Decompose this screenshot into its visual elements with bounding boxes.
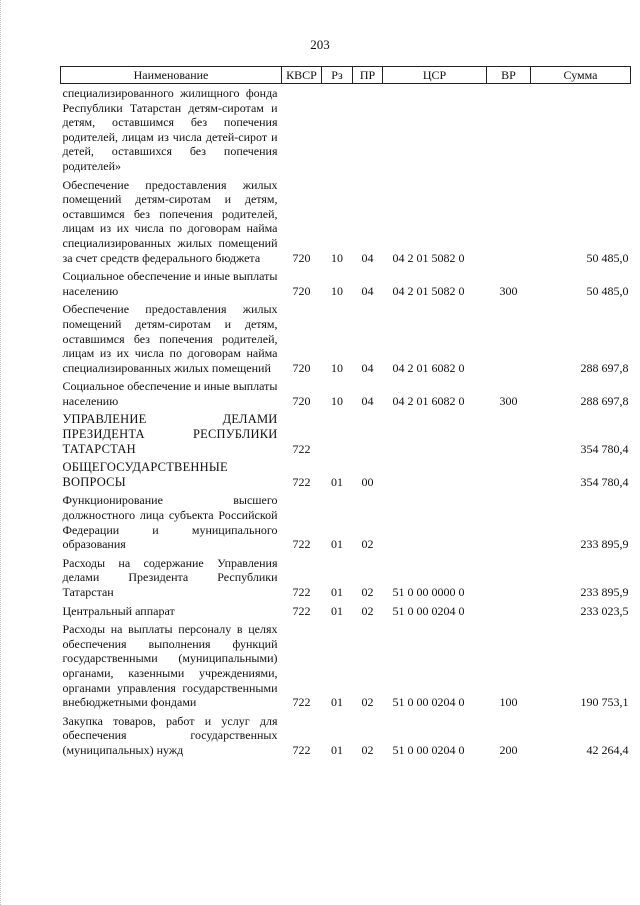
row-rz-cell	[322, 410, 353, 458]
row-pr-cell: 02	[361, 585, 374, 599]
row-rz-cell: 01	[331, 585, 343, 599]
row-kvsr-cell: 720	[292, 360, 311, 375]
row-csr-cell	[383, 84, 487, 176]
row-name-text: Обеспечение предоставления жилых помещений детям-сиротам и детям, оставшимся без попечения родителей, лицам из их числа по договорам найма специализированных жилых помещений за счет средств федерального бюджета	[62, 177, 278, 265]
row-name-cell	[61, 458, 282, 491]
row-csr-cell: 51 0 00 0000 0	[392, 585, 465, 599]
row-pr-cell: 04	[361, 360, 374, 375]
row-sum-cell: 50 485,0	[586, 283, 629, 298]
row-csr-cell: 04 2 01 6082 0	[392, 393, 465, 408]
row-name-text: Закупка товаров, работ и услуг для обеспечения государственных (муниципальных) нужд	[62, 713, 278, 757]
header-sum: Сумма	[531, 67, 631, 84]
row-sum-cell: 354 780,4	[580, 441, 629, 456]
row-kvsr-cell: 720	[292, 393, 311, 408]
row-name-text: специализированного жилищного фонда Республики Татарстан детям-сиротам и детям, оставшимся без попечения родителей, лицам из числа детей-сирот и детей, оставшихся без попечения родителей»	[62, 86, 278, 173]
row-csr-cell: 04 2 01 6082 0	[392, 360, 465, 375]
table-row	[61, 620, 631, 712]
row-name-text: УПРАВЛЕНИЕ ДЕЛАМИ ПРЕЗИДЕНТА РЕСПУБЛИКИ ТАТАРСТАН	[62, 412, 278, 456]
row-kvsr-cell: 720	[292, 250, 311, 265]
row-name-cell	[61, 491, 282, 553]
row-rz-cell: 01	[331, 742, 343, 757]
row-csr-cell	[383, 410, 487, 458]
row-kvsr-cell: 722	[292, 585, 311, 599]
row-name-text: Социальное обеспечение и иные выплаты населению	[62, 269, 278, 298]
row-name-text: ОБЩЕГОСУДАРСТВЕННЫЕ ВОПРОСЫ	[62, 460, 228, 489]
row-kvsr-cell: 722	[292, 474, 311, 489]
row-sum-cell: 233 023,5	[580, 603, 629, 618]
row-name-cell	[61, 176, 282, 268]
table-header	[61, 67, 631, 84]
row-rz-cell: 10	[331, 393, 343, 408]
row-vr-cell	[487, 410, 531, 458]
row-sum-cell: 288 697,8	[580, 360, 629, 375]
row-vr-cell	[487, 602, 531, 621]
row-name-cell	[61, 620, 282, 712]
row-name-text: Центральный аппарат	[62, 603, 175, 618]
row-csr-cell: 51 0 00 0204 0	[392, 603, 465, 618]
row-csr-cell	[383, 491, 487, 553]
row-rz-cell: 01	[331, 603, 343, 618]
row-vr-cell	[487, 491, 531, 553]
row-name-cell	[61, 554, 282, 602]
row-name-cell	[61, 377, 282, 410]
left-margin-scan-line	[0, 0, 4, 905]
row-vr-cell: 300	[499, 283, 518, 298]
row-name-text: Расходы на содержание Управления делами Президента Республики Татарстан	[62, 555, 278, 599]
row-name-text: Функционирование высшего должностного лица субъекта Российской Федерации и муниципального образования	[62, 493, 278, 552]
row-rz-cell	[322, 84, 353, 176]
table-row	[61, 554, 631, 602]
row-sum-cell: 190 753,1	[580, 695, 629, 710]
header-pr: ПР	[353, 67, 383, 84]
table-body	[61, 84, 631, 760]
row-kvsr-cell: 722	[292, 695, 311, 710]
header-name: Наименование	[61, 67, 282, 84]
row-name-cell	[61, 712, 282, 760]
row-pr-cell: 02	[361, 742, 374, 757]
row-sum-cell: 233 895,9	[580, 585, 629, 599]
header-rz: Рз	[322, 67, 353, 84]
row-pr-cell: 02	[361, 603, 374, 618]
row-pr-cell: 04	[361, 283, 374, 298]
table-row	[61, 267, 631, 300]
row-name-text: Социальное обеспечение и иные выплаты населению	[62, 379, 278, 408]
row-name-cell	[61, 300, 282, 377]
row-kvsr-cell: 722	[292, 537, 311, 552]
row-kvsr-cell	[282, 84, 322, 176]
table-row	[61, 377, 631, 410]
row-vr-cell	[487, 176, 531, 268]
row-rz-cell: 10	[331, 250, 343, 265]
row-csr-cell: 04 2 01 5082 0	[392, 250, 465, 265]
table-row	[61, 84, 631, 176]
row-name-cell	[61, 267, 282, 300]
row-vr-cell	[487, 458, 531, 491]
row-sum-cell	[531, 84, 631, 176]
row-pr-cell	[353, 410, 383, 458]
row-vr-cell	[487, 554, 531, 602]
row-sum-cell: 354 780,4	[580, 474, 629, 489]
row-csr-cell	[383, 458, 487, 491]
row-kvsr-cell: 720	[292, 283, 311, 298]
row-sum-cell: 233 895,9	[580, 537, 629, 552]
table-row	[61, 410, 631, 458]
row-pr-cell	[353, 84, 383, 176]
row-sum-cell: 288 697,8	[580, 393, 629, 408]
row-vr-cell: 100	[499, 695, 518, 710]
row-kvsr-cell: 722	[292, 742, 311, 757]
row-name-cell	[61, 410, 282, 458]
row-rz-cell: 01	[331, 695, 343, 710]
row-vr-cell	[487, 300, 531, 377]
header-csr: ЦСР	[383, 67, 487, 84]
row-pr-cell: 04	[361, 250, 374, 265]
row-kvsr-cell: 722	[292, 441, 311, 456]
row-vr-cell	[487, 84, 531, 176]
row-name-cell	[61, 602, 282, 621]
table-row	[61, 458, 631, 491]
row-vr-cell: 300	[499, 393, 518, 408]
table-row	[61, 602, 631, 621]
row-vr-cell: 200	[499, 742, 518, 757]
row-kvsr-cell: 722	[292, 603, 311, 618]
row-rz-cell: 01	[331, 537, 343, 552]
row-csr-cell: 04 2 01 5082 0	[392, 283, 465, 298]
row-sum-cell: 42 264,4	[586, 742, 629, 757]
table-row	[61, 300, 631, 377]
row-name-text: Расходы на выплаты персоналу в целях обеспечения выполнения функций государственными (муниципальными) органами, казенными учреждениями, органами управления государственными внебюджетными фондами	[62, 622, 278, 710]
row-name-cell	[61, 84, 282, 176]
row-name-text: Обеспечение предоставления жилых помещений детям-сиротам и детям, оставшимся без попечения родителей, лицам из их числа по договорам найма специализированных жилых помещений	[62, 302, 278, 375]
row-csr-cell: 51 0 00 0204 0	[392, 695, 465, 710]
header-kvsr: КВСР	[282, 67, 322, 84]
row-pr-cell: 00	[361, 474, 374, 489]
row-pr-cell: 02	[361, 537, 374, 552]
table-row	[61, 491, 631, 553]
row-pr-cell: 04	[361, 393, 374, 408]
header-vr: ВР	[487, 67, 531, 84]
row-pr-cell: 02	[361, 695, 374, 710]
page-number: 203	[310, 37, 330, 52]
table-row	[61, 712, 631, 760]
row-rz-cell: 10	[331, 360, 343, 375]
row-rz-cell: 10	[331, 283, 343, 298]
row-sum-cell: 50 485,0	[586, 250, 629, 265]
budget-table	[60, 66, 631, 760]
row-rz-cell: 01	[331, 474, 343, 489]
row-csr-cell: 51 0 00 0204 0	[392, 742, 465, 757]
table-row	[61, 176, 631, 268]
